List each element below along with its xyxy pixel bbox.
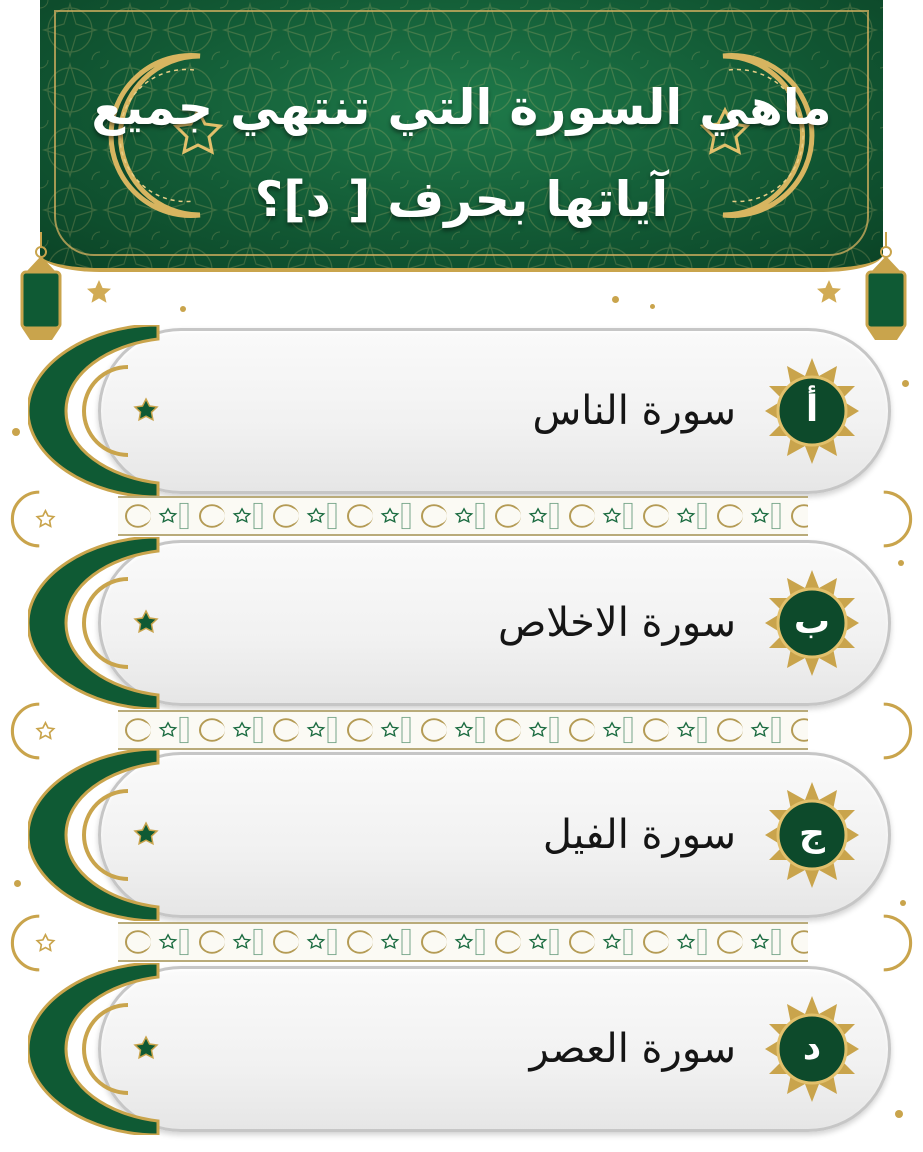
- ornamental-divider: [118, 496, 808, 536]
- gold-dot: [14, 880, 21, 887]
- option-text: سورة الفيل: [542, 812, 736, 858]
- gold-dot: [612, 296, 619, 303]
- crescent-moon-icon: [28, 749, 178, 921]
- option-letter: د: [802, 1026, 822, 1068]
- option-text: سورة الاخلاص: [497, 600, 736, 646]
- gold-dot: [902, 380, 909, 387]
- question-banner: [40, 0, 883, 272]
- ornamental-divider: [118, 922, 808, 962]
- option-letter: أ: [805, 388, 819, 430]
- gold-dot: [895, 1110, 903, 1118]
- answer-option-b[interactable]: [28, 540, 891, 706]
- star-icon: [814, 278, 844, 308]
- star-icon: [84, 278, 114, 308]
- gold-dot: [898, 560, 904, 566]
- answer-option-d[interactable]: [28, 966, 891, 1132]
- question-text: [40, 62, 883, 246]
- crescent-moon-icon: [28, 963, 178, 1135]
- gold-dot: [180, 306, 186, 312]
- question-line-1: ماهي السورة التي تنتهي جميع: [91, 79, 832, 136]
- question-line-2: آياتها بحرف [ د]؟: [254, 171, 669, 228]
- gold-dot: [900, 900, 906, 906]
- option-text: سورة الناس: [532, 388, 736, 434]
- gold-dot: [12, 428, 20, 436]
- crescent-moon-icon: [861, 912, 923, 974]
- option-letter: ب: [793, 600, 831, 642]
- crescent-moon-icon: [28, 537, 178, 709]
- gold-dot: [650, 304, 655, 309]
- answer-option-a[interactable]: [28, 328, 891, 494]
- option-text: سورة العصر: [529, 1026, 736, 1072]
- ornamental-divider: [118, 710, 808, 750]
- answer-option-c[interactable]: [28, 752, 891, 918]
- option-letter: ج: [799, 812, 825, 854]
- crescent-moon-icon: [28, 325, 178, 497]
